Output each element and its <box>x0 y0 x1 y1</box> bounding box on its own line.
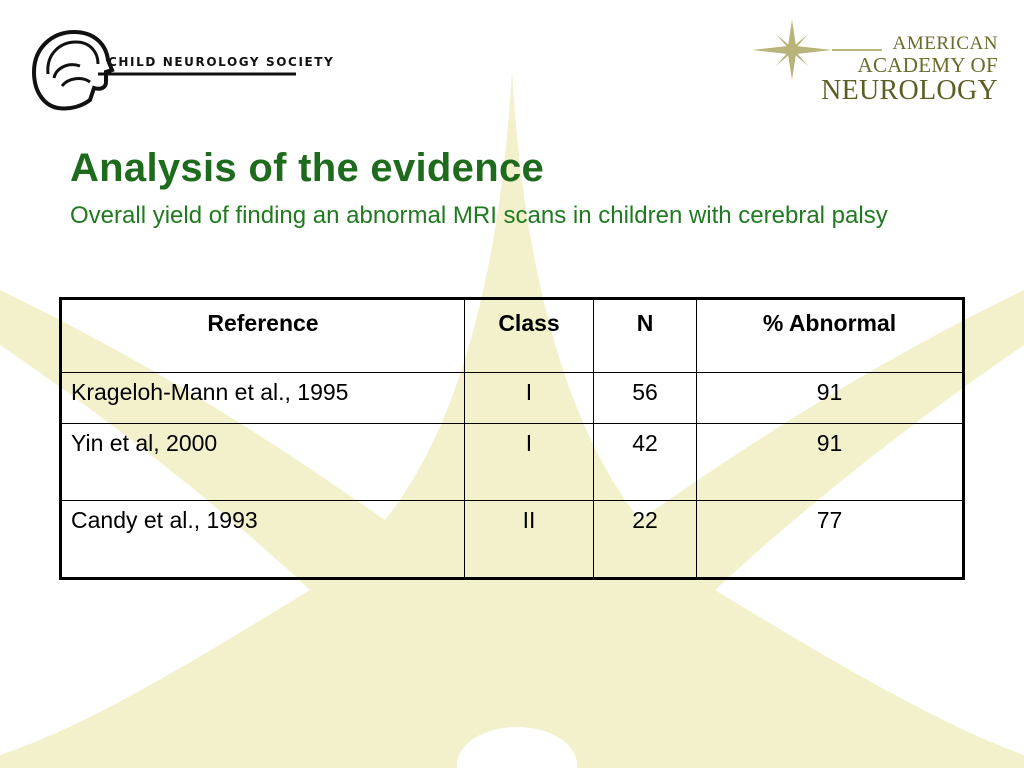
cell-class: I <box>465 373 594 424</box>
cell-percent-abnormal: 77 <box>697 501 964 579</box>
aan-logo-text <box>818 34 998 105</box>
cell-class: I <box>465 424 594 501</box>
cell-n: 22 <box>594 501 697 579</box>
cns-logo-text: CHILD NEUROLOGY SOCIETY <box>108 55 335 69</box>
slide-title: Analysis of the evidence <box>70 146 545 190</box>
header-n: N <box>594 299 697 373</box>
evidence-table <box>59 297 965 580</box>
cell-reference: Yin et al, 2000 <box>61 424 465 501</box>
header-class: Class <box>465 299 594 373</box>
cell-n: 42 <box>594 424 697 501</box>
aan-line-academy: ACADEMY OF <box>857 53 998 77</box>
cell-reference: Candy et al., 1993 <box>61 501 465 579</box>
aan-line-neurology: NEUROLOGY <box>821 75 998 106</box>
cell-reference: Krageloh-Mann et al., 1995 <box>61 373 465 424</box>
table-row <box>61 424 964 501</box>
slide-subtitle: Overall yield of finding an abnormal MRI scans in children with cerebral palsy <box>70 202 888 229</box>
cell-percent-abnormal: 91 <box>697 424 964 501</box>
cell-percent-abnormal: 91 <box>697 373 964 424</box>
table-row <box>61 373 964 424</box>
header-reference: Reference <box>61 299 465 373</box>
cell-class: II <box>465 501 594 579</box>
table-header-row <box>61 299 964 373</box>
cell-n: 56 <box>594 373 697 424</box>
header-percent-abnormal: % Abnormal <box>697 299 964 373</box>
table-row <box>61 501 964 579</box>
aan-line-american: AMERICAN <box>892 33 998 54</box>
cns-head-logo <box>28 28 298 114</box>
